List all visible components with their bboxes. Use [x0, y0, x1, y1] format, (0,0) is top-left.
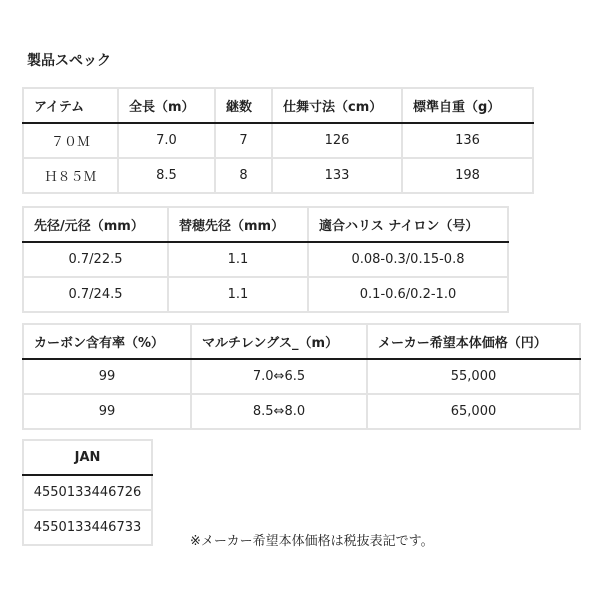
table-row [23, 158, 533, 193]
table-header-row [23, 88, 533, 123]
cell-retail-price: 55,000 [367, 359, 580, 394]
cell-length: 7.0 [118, 123, 215, 158]
table-row [23, 359, 580, 394]
page-title: 製品スペック [27, 53, 111, 69]
cell-multi-length: 7.0⇔6.5 [191, 359, 367, 394]
cell-retail-price: 65,000 [367, 394, 580, 429]
cell-item: ７０Ｍ [23, 123, 118, 158]
table-row [23, 242, 508, 277]
spec-table-carbon-price [22, 323, 581, 430]
cell-spare-tip-diameter: 1.1 [168, 242, 308, 277]
table-row [23, 475, 152, 510]
spec-table-jan [22, 439, 153, 546]
cell-closed-length: 133 [272, 158, 402, 193]
table-row [23, 510, 152, 545]
spec-table-item [22, 87, 534, 194]
cell-item: Ｈ８５Ｍ [23, 158, 118, 193]
header-length: 全長（m） [118, 88, 215, 123]
cell-carbon-content: 99 [23, 359, 191, 394]
table-header-row [23, 324, 580, 359]
table-header-row [23, 440, 152, 475]
cell-weight: 136 [402, 123, 533, 158]
table-row [23, 123, 533, 158]
header-tip-butt-diameter: 先径/元径（mm） [23, 207, 168, 242]
cell-jan: 4550133446726 [23, 475, 152, 510]
cell-multi-length: 8.5⇔8.0 [191, 394, 367, 429]
cell-tip-butt-diameter: 0.7/22.5 [23, 242, 168, 277]
header-tippet-nylon: 適合ハリス ナイロン（号） [308, 207, 508, 242]
header-retail-price: メーカー希望本体価格（円） [367, 324, 580, 359]
cell-sections: 8 [215, 158, 272, 193]
spec-table-diameter [22, 206, 509, 313]
header-spare-tip-diameter: 替穂先径（mm） [168, 207, 308, 242]
header-multi-length: マルチレングス_（m） [191, 324, 367, 359]
cell-tip-butt-diameter: 0.7/24.5 [23, 277, 168, 312]
cell-carbon-content: 99 [23, 394, 191, 429]
table-row [23, 277, 508, 312]
header-item: アイテム [23, 88, 118, 123]
price-note: ※メーカー希望本体価格は税抜表記です。 [190, 534, 434, 549]
header-sections: 継数 [215, 88, 272, 123]
cell-jan: 4550133446733 [23, 510, 152, 545]
header-weight: 標準自重（g） [402, 88, 533, 123]
cell-tippet-nylon: 0.1-0.6/0.2-1.0 [308, 277, 508, 312]
header-carbon-content: カーボン含有率（%） [23, 324, 191, 359]
cell-tippet-nylon: 0.08-0.3/0.15-0.8 [308, 242, 508, 277]
cell-closed-length: 126 [272, 123, 402, 158]
table-header-row [23, 207, 508, 242]
header-jan: JAN [23, 440, 152, 475]
cell-weight: 198 [402, 158, 533, 193]
cell-length: 8.5 [118, 158, 215, 193]
cell-sections: 7 [215, 123, 272, 158]
table-row [23, 394, 580, 429]
header-closed-length: 仕舞寸法（cm） [272, 88, 402, 123]
cell-spare-tip-diameter: 1.1 [168, 277, 308, 312]
